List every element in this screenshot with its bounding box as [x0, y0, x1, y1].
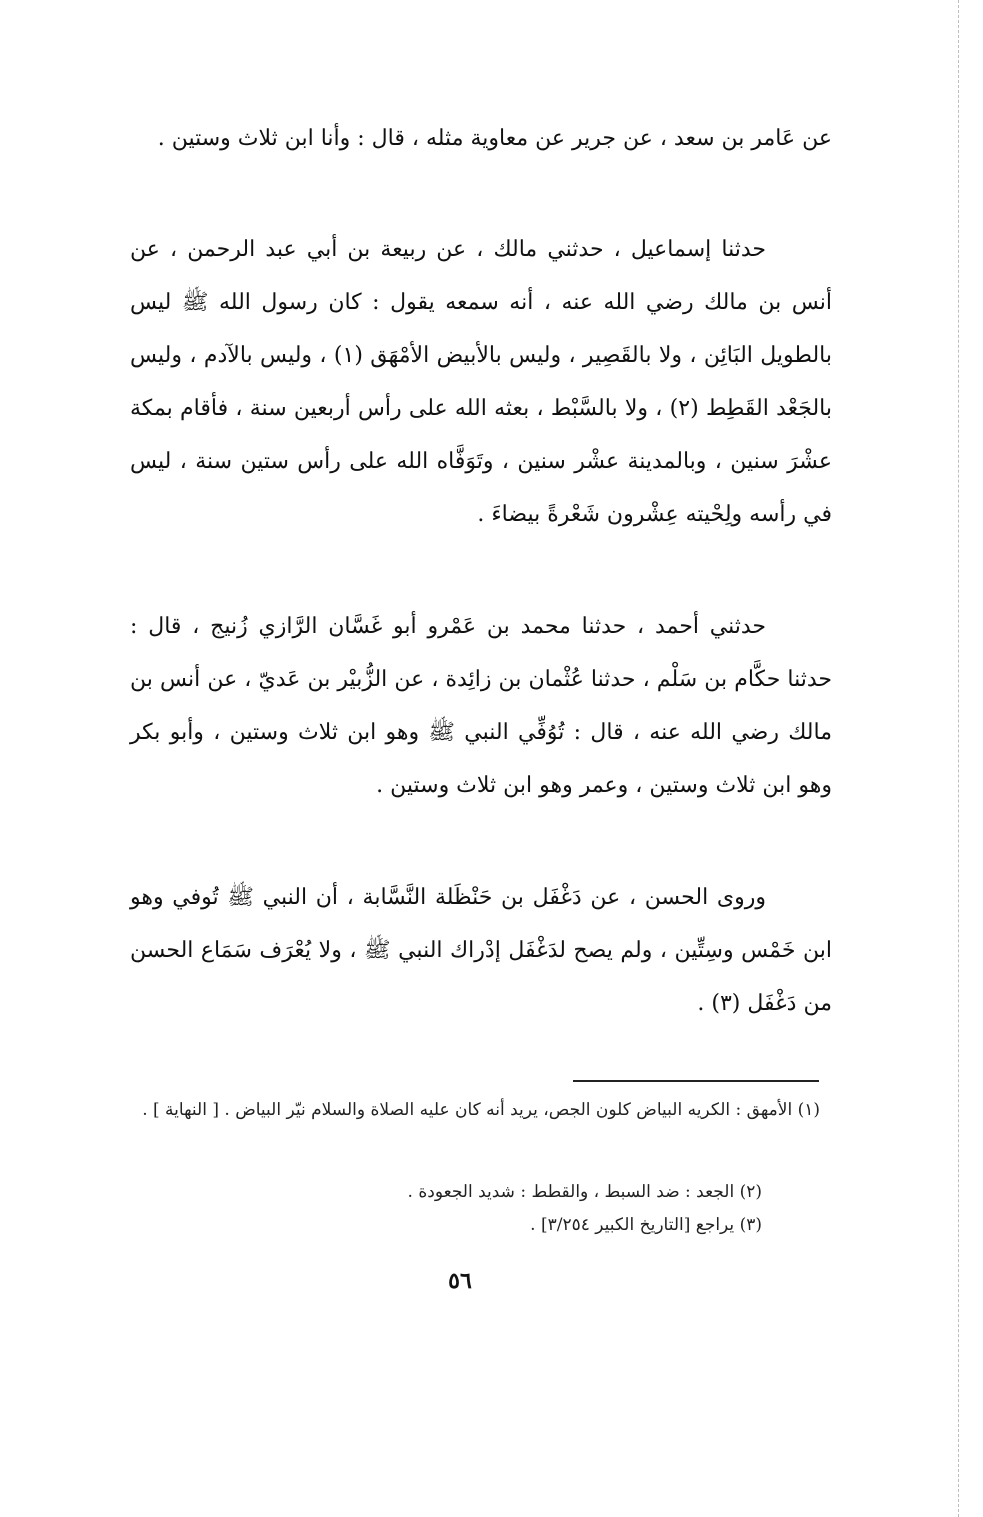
paragraph-4-text: وروى الحسن ، عن دَغْفَل بن حَنْظَلة النَّسَّابة ، أن النبي ﷺ تُوفي وهو ابن خَمْس وسِتِّين ، ولم يصح لدَغْفَل إدْراك النبي ﷺ ، ولا يُعْرَف سَمَاع الحسن من دَغْفَل (٣) .: [130, 885, 832, 1016]
paragraph-4: [130, 871, 832, 1030]
footnote-3: [130, 1209, 820, 1242]
paragraph-2-text: حدثنا إسماعيل ، حدثني مالك ، عن ربيعة بن أبي عبد الرحمن ، عن أنس بن مالك رضي الله عنه ، أنه سمعه يقول : كان رسول الله ﷺ ليس بالطويل البَائِن ، ولا بالقَصِير ، وليس بالأبيض الأمْهَق (١) ، وليس بالآدم ، وليس بالجَعْد القَطِط (٢) ، ولا بالسَّبْط ، بعثه الله على رأس أربعين سنة ، فأقام بمكة عشْرَ سنين ، وبالمدينة عشْر سنين ، وتَوَفَّاه الله على رأس ستين سنة ، ليس في رأسه ولِحْيته عِشْرون شَعْرةً بيضاءَ .: [130, 237, 832, 527]
paragraph-1: [130, 112, 832, 165]
footnote-2: [130, 1176, 820, 1209]
paragraph-2: [130, 223, 832, 541]
footnote-1-text: (١) الأمهق : الكريه البياض كلون الجص، يريد أنه كان عليه الصلاة والسلام نيّر البياض . [ النهاية ] .: [142, 1100, 820, 1120]
footnote-2-text: (٢) الجعد : ضد السبط ، والقطط : شديد الجعودة .: [407, 1182, 762, 1202]
paragraph-3-text: حدثني أحمد ، حدثنا محمد بن عَمْرو أبو غَسَّان الرَّازي زُنيج ، قال : حدثنا حكَّام بن سَلْم ، حدثنا عُثْمان بن زائِدة ، عن الزُّبيْر بن عَديّ ، عن أنس بن مالك رضي الله عنه ، قال : تُوُفِّي النبي ﷺ وهو ابن ثلاث وستين ، وأبو بكر وهو ابن ثلاث وستين ، وعمر وهو ابن ثلاث وستين .: [130, 614, 832, 798]
footnote-1: [130, 1094, 820, 1127]
footnote-separator: [573, 1080, 819, 1082]
paragraph-3: [130, 600, 832, 812]
paragraph-1-text: عن عَامر بن سعد ، عن جرير عن معاوية مثله ، قال : وأنا ابن ثلاث وستين .: [157, 126, 832, 151]
scan-edge-line: [958, 0, 959, 1517]
page-number: ٥٦: [448, 1268, 472, 1294]
footnote-3-text: (٣) يراجع [التاريخ الكبير ٣/٢٥٤] .: [530, 1215, 762, 1235]
